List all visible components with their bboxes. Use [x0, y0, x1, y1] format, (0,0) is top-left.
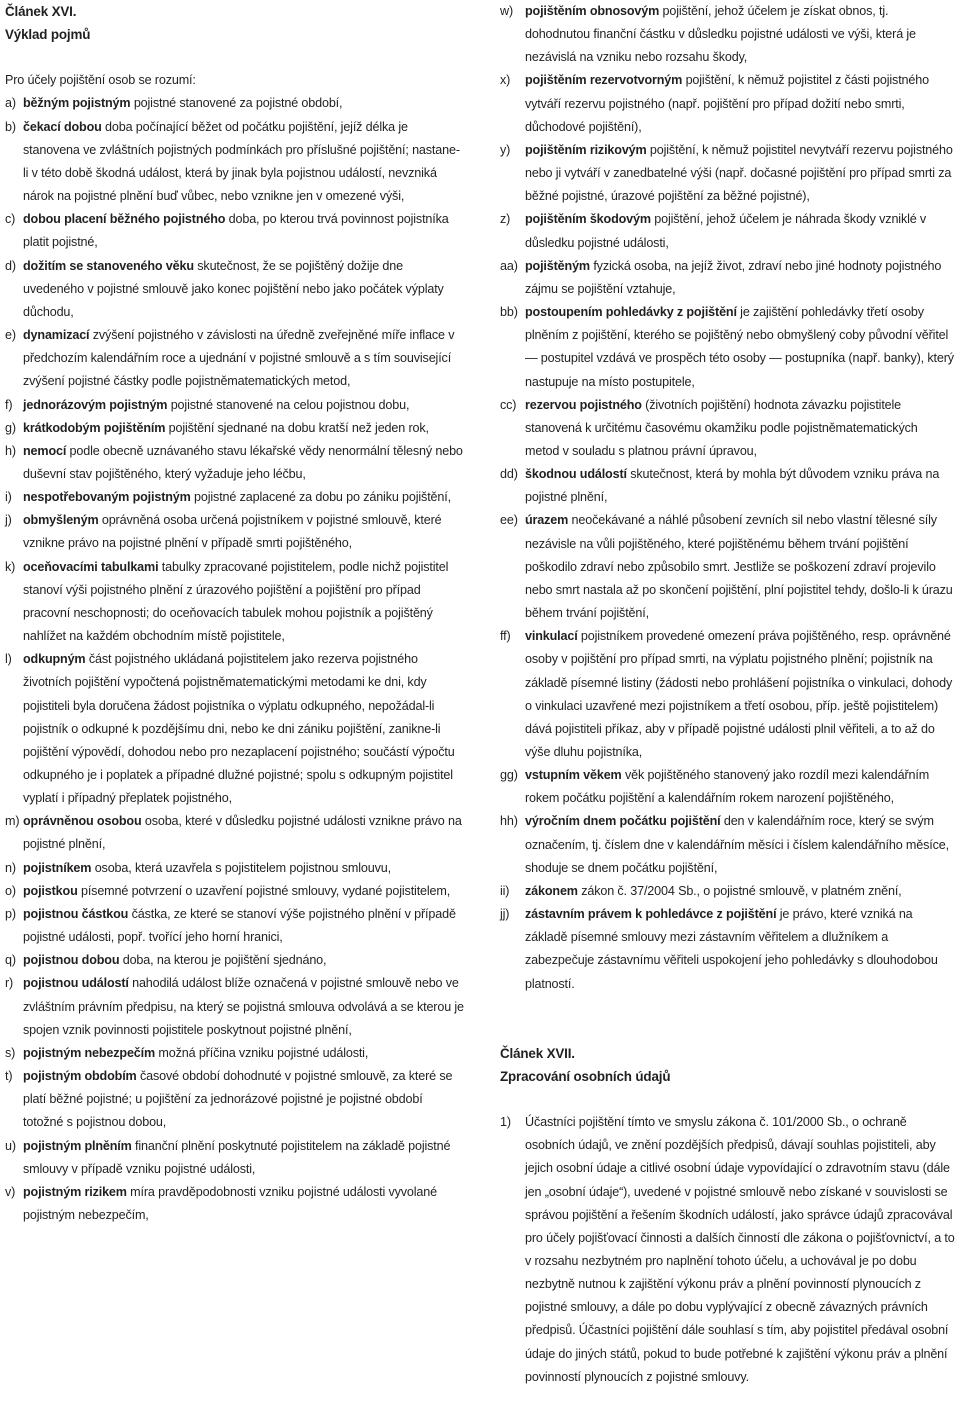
definition-term: pojistníkem — [23, 860, 92, 875]
definition-text: míra pravděpodobnosti vzniku pojistné události vyvolané pojistným nebezpečím, — [23, 1184, 437, 1222]
definition-text: pojištění, jehož účelem je náhrada škody vzniklé v důsledku pojistné události, — [525, 212, 927, 250]
definition-term: běžným pojistným — [23, 96, 131, 111]
definition-term: pojistným rizikem — [23, 1184, 127, 1199]
definition-text: částka, ze které se stanoví výše pojistného plnění v případě pojistné události, popř. tvořící jeho horní hranici, — [23, 906, 456, 945]
definition-body — [23, 972, 465, 1041]
definition-label: r) — [5, 976, 14, 991]
definition-label: jj) — [500, 907, 510, 922]
definition-body — [23, 556, 465, 649]
definition-term: zákonem — [525, 883, 578, 898]
definition-term: pojistným plněním — [23, 1138, 132, 1153]
definition-body — [525, 301, 955, 394]
definition-text: pojištění, k němuž pojistitel z části pojistného vytváří rezervu pojistného (např. pojištění pro případ dožití nebo smrti, důchodové pojištění), — [525, 73, 929, 134]
definition-term: pojistnou částkou — [23, 906, 129, 921]
definition-term: odkupným — [23, 652, 86, 667]
definition-text: časové období dohodnuté v pojistné smlouvě, za které se platí běžné pojistné; u pojištění za jednorázové pojistné je pojistné období totožné s pojistnou dobou, — [23, 1069, 453, 1130]
definition-term: vstupním věkem — [525, 768, 622, 783]
definition-body — [23, 255, 465, 324]
definition-text: den v kalendářním roce, který se svým označením, tj. číslem dne v kalendářním měsíci i číslem kalendářního měsíce, shoduje se dnem počátku pojištění, — [525, 814, 949, 875]
definition-term: nemocí — [23, 443, 67, 458]
definition-term: dobou placení běžného pojistného — [23, 212, 226, 227]
definition-body — [23, 1181, 465, 1227]
definition-label: gg) — [500, 768, 518, 783]
definition-text: je právo, které vzniká na základě písemné smlouvy mezi zástavním věřitelem a dlužníkem a zabezpečuje zástavnímu věřiteli uspokojení jeho pohledávky s dlouhodobou platností. — [525, 907, 938, 991]
definition-term: pojištěným — [525, 258, 590, 273]
definition-label: ee) — [500, 513, 518, 528]
definition-item — [500, 625, 955, 764]
definition-term: krátkodobým pojištěním — [23, 420, 166, 435]
definition-item — [5, 1042, 465, 1065]
definition-body — [23, 857, 465, 880]
definition-label: d) — [5, 258, 16, 273]
definition-term: pojistnou dobou — [23, 953, 120, 968]
definition-text: skutečnost, která by mohla být důvodem vzniku práva na pojistné plnění, — [525, 467, 940, 505]
definition-label: o) — [5, 883, 16, 898]
definition-term: pojištěním obnosovým — [525, 4, 660, 18]
article-17-title: Článek XVII. — [500, 1045, 575, 1061]
definition-text: doba počínající běžet od počátku pojištění, jejíž délka je stanovena ve zvláštních pojistných podmínkách pro příslušné pojištění; nastane-li v této době škodná událost, která by jinak byla pojistnou událostí, nevzniká nárok na pojistné plnění buď vůbec, nebo vznikne jen v omezené výši, — [23, 119, 460, 204]
definition-label: b) — [5, 119, 16, 134]
definition-text: oprávněná osoba určená pojistníkem v pojistné smlouvě, které vznikne právo na pojistné plnění v případě smrti pojištěného, — [23, 513, 442, 551]
definition-body — [23, 92, 465, 115]
definition-body — [23, 903, 465, 949]
definition-body — [23, 880, 465, 903]
definition-item — [5, 92, 465, 115]
definition-text: je zajištění pohledávky třetí osoby plněním z pojištění, kterého se pojištěný nebo obmyšlený coby původní věřitel — postupitel vzdává ve prospěch této osoby — postupníka (např. banky), který nastupuje na místo postupitele, — [525, 305, 954, 389]
definition-item — [5, 440, 465, 486]
definition-term: pojistnou událostí — [23, 976, 129, 991]
paragraph-text: Účastníci pojištění tímto ve smyslu zákona č. 101/2000 Sb., o ochraně osobních údajů, ve znění pozdějších předpisů, dávají souhlas pojistiteli, aby jejich osobní údaje a citlivé osobní údaje vypovídající o zdravotním stavu (dále jen „osobní údaje“), uvedené v pojistné smlouvě nebo získané v souvislosti se správou pojištění a řešením škodních událostí, jako správce údajů zpracovával pro účely pojišťovací činnosti a dalších činností dle zákona o pojišťovnictví, a to v rozsahu nezbytném pro naplnění tohoto účelu, a uchovával je po dobu nezbytně nutnou k zajištění výkonu práv a plnění povinností plynoucích z pojistné smlouvy, a dále po dobu vyplývající z obecně závazných právních předpisů. Účastníci pojištění dále souhlasí s tím, aby pojistitel předával osobní údaje do jiných států, pokud to bude potřebné k zajištění výkonu práv a plnění povinností plynoucích z pojistné smlouvy. — [525, 1115, 955, 1384]
definition-body — [525, 764, 955, 810]
definition-item — [5, 810, 465, 856]
definition-term: pojistkou — [23, 883, 78, 898]
definition-label: hh) — [500, 814, 518, 829]
definition-item — [5, 857, 465, 880]
definition-term: pojistným obdobím — [23, 1069, 137, 1084]
definition-item — [5, 903, 465, 949]
definition-item — [500, 0, 955, 69]
definition-text: tabulky zpracované pojistitelem, podle nichž pojistitel stanoví výši pojistného plnění z úrazového pojištění a pojištění pro případ pracovní neschopnosti; do oceňovacích tabulek mohou pojistník a pojištěný nahlížet na každém obchodním místě pojistitele, — [23, 559, 449, 644]
definition-label: bb) — [500, 305, 518, 320]
definition-text: písemné potvrzení o uzavření pojistné smlouvy, vydané pojistitelem, — [77, 883, 451, 898]
definition-body — [23, 1065, 465, 1134]
article-16-title: Článek XVI. — [5, 4, 77, 19]
definition-label: w) — [500, 4, 513, 18]
definition-item — [500, 880, 955, 903]
definition-body — [23, 486, 465, 509]
definition-text: osoba, které v důsledku pojistné události vznikne právo na pojistné plnění, — [23, 814, 462, 852]
definition-body — [23, 116, 465, 209]
definition-text: pojistné stanovené za pojistné období, — [130, 96, 343, 111]
definition-item — [5, 648, 465, 810]
definition-text: neočekávané a náhlé působení zevních sil nebo vlastní tělesné síly nezávisle na vůli pojištěného, které pojištěnému během trvání pojištění poškodilo zdraví nebo způsobilo smrt. Jestliže se poškození zdraví projevilo nebo smrt nastala až po skončení pojištění, plní pojistitel tehdy, došlo-li k úrazu během trvání pojištění, — [525, 513, 953, 621]
definition-text: pojistníkem provedené omezení práva pojištěného, resp. oprávněné osoby v pojištění pro případ smrti, na výplatu pojistného plnění; pojistník na základě písemné listiny (žádosti nebo prohlášení pojistníka o vinkulaci, dohody o vinkulaci uzavřené mezi pojistníkem a třetí osobou, příp. ještě pojistitelem) dává pojistiteli příkaz, aby v případě pojistné události plnil věřiteli, a to až do výše dluhu pojistníka, — [525, 629, 953, 759]
definition-label: n) — [5, 860, 16, 875]
definition-item — [5, 417, 465, 440]
definition-item — [500, 394, 955, 463]
definition-term: pojištěním rezervotvorným — [525, 73, 683, 88]
definition-body — [525, 394, 955, 463]
definition-item — [5, 116, 465, 209]
paragraph-label: 1) — [500, 1115, 511, 1130]
definition-item — [500, 509, 955, 625]
definition-term: pojistným nebezpečím — [23, 1045, 156, 1060]
definition-item — [500, 903, 955, 996]
definition-label: m) — [5, 814, 20, 829]
definition-body — [23, 810, 465, 856]
definition-label: f) — [5, 397, 13, 412]
definition-body — [23, 394, 465, 417]
definition-item — [500, 463, 955, 509]
definition-item — [5, 509, 465, 555]
definition-body — [23, 324, 465, 393]
definition-text: pojistné zaplacené za dobu po zániku pojištění, — [190, 490, 451, 505]
definition-body — [525, 0, 955, 69]
definition-label: s) — [5, 1045, 16, 1060]
definition-item — [500, 764, 955, 810]
right-column — [500, 0, 955, 1389]
definition-item — [5, 1181, 465, 1227]
definition-term: dynamizací — [23, 328, 90, 343]
definition-term: výročním dnem počátku pojištění — [525, 814, 721, 829]
definition-label: cc) — [500, 397, 517, 412]
definition-body — [23, 949, 465, 972]
definition-item — [5, 880, 465, 903]
definition-text: podle obecně uznávaného stavu lékařské vědy nenormální tělesný nebo duševní stav pojištěného, který vyžaduje jeho léčbu, — [23, 443, 463, 481]
definition-body — [23, 417, 465, 440]
left-column — [5, 0, 465, 1227]
definition-item — [5, 255, 465, 324]
definition-item — [500, 810, 955, 879]
definition-item — [500, 69, 955, 138]
definition-term: jednorázovým pojistným — [23, 397, 168, 412]
definition-term: vinkulací — [525, 629, 578, 644]
definition-label: i) — [5, 490, 12, 505]
definition-text: pojištění sjednané na dobu kratší než jeden rok, — [165, 420, 429, 435]
article-16-subtitle: Výklad pojmů — [5, 27, 91, 43]
definition-term: nespotřebovaným pojistným — [23, 490, 191, 505]
definition-item — [5, 949, 465, 972]
definition-term: čekací dobou — [23, 119, 102, 134]
definition-body — [525, 463, 955, 509]
definition-item — [500, 301, 955, 394]
definition-text: věk pojištěného stanovený jako rozdíl mezi kalendářním rokem počátku pojištění a kalendářním rokem narození pojištěného, — [525, 768, 930, 806]
definition-body — [525, 903, 955, 996]
definition-text: pojištění, k němuž pojistitel nevytváří rezervu pojistného nebo ji vytváří v zanedbatelné výši (např. dočasné pojištění pro případ smrti za běžné pojistné, úrazové pojištění za běžné pojistné), — [525, 142, 953, 204]
article-17-subtitle: Zpracování osobních údajů — [500, 1068, 671, 1084]
definition-term: rezervou pojistného — [525, 397, 642, 412]
definition-text: doba, na kterou je pojištění sjednáno, — [119, 953, 327, 968]
definition-term: oceňovacími tabulkami — [23, 559, 159, 574]
definition-term: dožitím se stanoveného věku — [23, 258, 194, 273]
definition-text: zvýšení pojistného v závislosti na úředně zveřejněné míře inflace v předchozím kalendářním roce a ujednání v pojistné smlouvě a s tím související zvýšení pojistné částky podle pojistněmatematických metod, — [23, 328, 455, 389]
definition-body — [23, 509, 465, 555]
definition-body — [525, 69, 955, 138]
definition-label: v) — [5, 1184, 16, 1199]
definition-term: oprávněnou osobou — [23, 814, 142, 829]
definition-text: finanční plnění poskytnuté pojistitelem na základě pojistné smlouvy v případě vzniku pojistné události, — [23, 1138, 451, 1176]
definition-text: možná příčina vzniku pojistné události, — [155, 1045, 369, 1060]
definition-body — [525, 139, 955, 208]
definition-text: nahodilá událost blíže označená v pojistné smlouvě nebo ve zvláštním právním předpisu, na který se pojistná smlouva odvolává a se kterou je spojen vznik povinnosti pojistitele poskytnout pojistné plnění, — [23, 976, 464, 1037]
definition-label: g) — [5, 420, 16, 435]
definition-label: p) — [5, 906, 16, 921]
definition-item — [5, 208, 465, 254]
definition-label: l) — [5, 652, 12, 667]
definition-label: c) — [5, 212, 16, 227]
definition-text: doba, po kterou trvá povinnost pojistníka platit pojistné, — [23, 212, 449, 250]
definition-text: pojištění, jehož účelem je získat obnos, tj. dohodnutou finanční částku v důsledku pojistné události ve výši, která je nezávislá na vzniku nebo rozsahu škody, — [525, 4, 916, 65]
definition-body — [23, 1135, 465, 1181]
article-17-paragraph — [500, 1111, 955, 1389]
definition-label: dd) — [500, 467, 518, 482]
definition-term: obmyšleným — [23, 513, 99, 528]
definition-label: ff) — [500, 629, 511, 644]
definitions-list-left — [5, 92, 465, 1227]
definition-term: pojištěním škodovým — [525, 212, 651, 227]
definition-body — [23, 648, 465, 810]
definition-label: u) — [5, 1138, 16, 1153]
definition-label: ii) — [500, 883, 510, 898]
definition-text: fyzická osoba, na jejíž život, zdraví nebo jiné hodnoty pojistného zájmu se pojištění vztahuje, — [525, 258, 942, 296]
definition-body — [525, 255, 955, 301]
definition-label: z) — [500, 212, 511, 227]
definition-label: aa) — [500, 258, 518, 273]
definition-body — [23, 440, 465, 486]
definitions-list-right — [500, 0, 955, 996]
definition-item — [5, 324, 465, 393]
definition-text: pojistné stanovené na celou pojistnou dobu, — [167, 397, 410, 412]
definition-item — [5, 556, 465, 649]
definition-label: a) — [5, 96, 16, 111]
definition-term: úrazem — [525, 513, 569, 528]
definition-item — [5, 1065, 465, 1134]
definition-label: y) — [500, 142, 511, 157]
definition-term: škodnou událostí — [525, 467, 627, 482]
definition-item — [500, 255, 955, 301]
definition-label: j) — [5, 513, 12, 528]
definition-text: zákon č. 37/2004 Sb., o pojistné smlouvě, v platném znění, — [577, 883, 902, 898]
definition-label: e) — [5, 328, 16, 343]
definition-body — [525, 625, 955, 764]
definition-text: skutečnost, že se pojištěný dožije dne uvedeného v pojistné smlouvě jako konec pojištění nebo jako počátek výplaty důchodu, — [23, 258, 444, 319]
definition-item — [500, 208, 955, 254]
definition-label: k) — [5, 559, 16, 574]
definition-label: q) — [5, 953, 16, 968]
definition-body — [525, 810, 955, 879]
article-16-intro: Pro účely pojištění osob se rozumí: — [5, 73, 196, 88]
definition-item — [500, 139, 955, 208]
definition-body — [525, 208, 955, 254]
definition-label: x) — [500, 73, 511, 88]
definition-item — [5, 486, 465, 509]
definition-body — [525, 509, 955, 625]
definition-body — [23, 208, 465, 254]
definition-body — [525, 880, 955, 903]
definition-text: osoba, která uzavřela s pojistitelem pojistnou smlouvu, — [91, 860, 391, 875]
definition-term: pojištěním rizikovým — [525, 142, 647, 157]
definition-label: h) — [5, 443, 16, 458]
definition-label: t) — [5, 1069, 13, 1084]
definition-text: (životních pojištění) hodnota závazku pojistitele stanovená k určitému časovému okamžiku podle pojistněmatematických metod v souladu s platnou právní úpravou, — [525, 397, 918, 458]
definition-text: část pojistného ukládaná pojistitelem jako rezerva pojistného životních pojištění vypočtená pojistněmatematickými metodami ke dni, kdy pojistiteli byla doručena žádost pojistníka o výplatu odkupného, nepožádal-li pojistník o odkupné k pozdějšímu dni, nebo ke dni zániku pojištění, zanikne-li pojištění výpovědí, dohodou nebo pro nezaplacení pojistného; součástí výpočtu odkupného je i poplatek a případné dlužné pojistné; spolu s odkupným pojistitel vyplatí i případný přeplatek pojistného, — [23, 652, 455, 806]
definition-term: postoupením pohledávky z pojištění — [525, 305, 737, 320]
definition-term: zástavním právem k pohledávce z pojištění — [525, 907, 777, 922]
definition-body — [23, 1042, 465, 1065]
definition-item — [5, 1135, 465, 1181]
definition-item — [5, 972, 465, 1041]
definition-item — [5, 394, 465, 417]
